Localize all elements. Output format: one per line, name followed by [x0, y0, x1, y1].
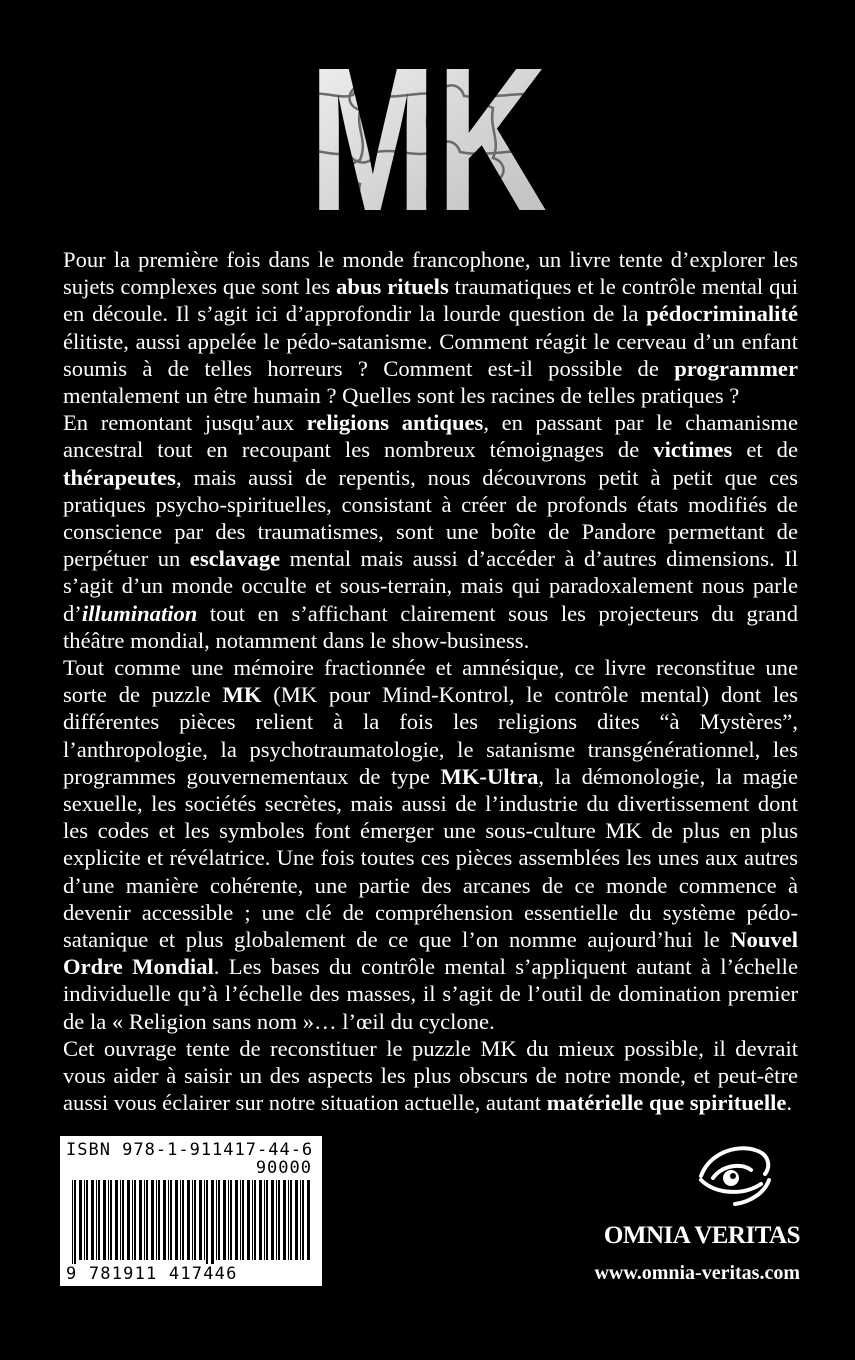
emphasis-text: religions antiques [306, 410, 484, 436]
text-run: et de [732, 437, 798, 463]
barcode-bar [307, 1180, 310, 1260]
barcode-bar [175, 1180, 178, 1260]
text-run: (MK pour Mind-Kontrol, le contrôle mental) dont les différentes pièces relient à la fois les religions dites “à Mystères”, l’anthropologie, la psychotraumatologie, le satanisme transgénérationnel, les programmes gouvernementaux de type [63, 682, 798, 789]
barcode-bar [223, 1180, 226, 1260]
barcode-bar [103, 1180, 106, 1260]
barcode-bar [96, 1180, 97, 1260]
barcode-bar [228, 1180, 229, 1260]
barcode-bar [295, 1180, 298, 1260]
text-run: traumatiques et le contrôle mental qui en découle. Il s’agit ici d’approfondir la lourde question de la [63, 274, 798, 327]
text-run: élitiste, aussi appelée le pédo-satanisme. Comment réagit le cerveau d’un enfant soumis à de telles horreurs ? Comment est-il possible de [63, 328, 798, 381]
text-run: , en passant par le chamanisme ancestral tout en recoupant les nombreux témoignages de [63, 410, 799, 463]
barcode-bar [139, 1180, 142, 1260]
emphasis-text: programmer [674, 355, 798, 381]
barcode-bar [115, 1180, 118, 1260]
emphasis-text: pédocriminalité [646, 301, 798, 327]
emphasis-text: matérielle que spirituelle [546, 1090, 787, 1116]
barcode-bar [170, 1180, 172, 1260]
barcode-bar [204, 1180, 205, 1260]
barcode-bar [230, 1180, 232, 1260]
text-run: , mais aussi de repentis, nous découvrons petit à petit que ces pratiques psycho-spirituelles, consistant à créer de profonds états modifiés de conscience par des traumatismes, sont une boîte de Pandore permettant de perpétuer un [63, 464, 798, 572]
barcode-bar [254, 1180, 256, 1260]
barcode-bar [211, 1180, 214, 1266]
barcode-bar [144, 1180, 145, 1260]
emphasis-text: victimes [653, 437, 733, 463]
barcode-bar [252, 1180, 253, 1260]
emphasis-text: esclavage [189, 546, 281, 572]
emphasis-text: thérapeutes [63, 464, 176, 490]
barcode-bar [182, 1180, 184, 1260]
isbn-barcode [60, 1136, 322, 1286]
barcode-bar [151, 1180, 154, 1260]
cover-title [0, 40, 855, 230]
barcode-bar [240, 1180, 241, 1260]
barcode-bar [163, 1180, 166, 1260]
barcode-bar [86, 1180, 88, 1260]
barcode-bar [168, 1180, 169, 1260]
barcode-bar [266, 1180, 268, 1260]
publisher-url[interactable]: www.omnia-veritas.com [594, 1262, 800, 1284]
barcode-bar [134, 1180, 136, 1260]
barcode-bar [276, 1180, 277, 1260]
barcode-bar [158, 1180, 160, 1260]
barcode-bar [216, 1180, 217, 1260]
barcode-bar [156, 1180, 157, 1260]
blurb-paragraph [63, 1035, 798, 1117]
back-cover-blurb [63, 246, 798, 1117]
barcode-bar [187, 1180, 190, 1260]
text-run: tout en s’affichant clairement sous les projecteurs du grand théâtre mondial, notamment dans le show-business. [63, 600, 798, 653]
barcode-bar [218, 1180, 220, 1260]
barcode-bar [110, 1180, 112, 1260]
barcode-bar [300, 1180, 301, 1260]
barcode-bar [302, 1180, 304, 1260]
emphasis-text: MK [222, 682, 262, 708]
barcode-bar [122, 1180, 124, 1260]
barcode-bar [84, 1180, 85, 1260]
barcode-bar [283, 1180, 286, 1260]
barcode-bar [194, 1180, 196, 1260]
barcode-bar [278, 1180, 280, 1260]
text-run: Tout comme une mémoire fractionnée et amnésique, ce livre reconstitue une sorte de puzzle [63, 655, 798, 708]
text-run: mental mais aussi d’accéder à d’autres dimensions. Il s’agit d’un monde occulte et sous-terrain, mais qui paradoxalement nous parle d’ [63, 546, 798, 626]
barcode-bar [79, 1180, 82, 1260]
barcode-bar [264, 1180, 265, 1260]
barcode-bar [72, 1180, 73, 1266]
text-run: Pour la première fois dans le monde francophone, un livre tente d’explorer les sujets complexes que sont les [63, 247, 798, 300]
text-run: mentalement un être humain ? Quelles sont les racines de telles pratiques ? [63, 383, 740, 409]
barcode-bar [127, 1180, 130, 1260]
barcode-bar [288, 1180, 289, 1260]
emphasis-text: abus rituels [336, 274, 449, 300]
emphasis-text: illumination [81, 600, 198, 626]
barcode-bar [108, 1180, 109, 1260]
isbn-text: ISBN 978-1-911417-44-6 [66, 1140, 314, 1160]
barcode-bar [74, 1180, 76, 1266]
text-run: En remontant jusqu’aux [63, 410, 307, 436]
text-run: . [786, 1090, 793, 1116]
blurb-paragraph [63, 409, 798, 654]
emphasis-text: Nouvel Ordre Mondial [63, 927, 798, 980]
barcode-bar [242, 1180, 244, 1260]
barcode-bar [146, 1180, 148, 1260]
text-run: , la démonologie, la magie sexuelle, les sociétés secrètes, mais aussi de l’industrie du divertissement dont les codes et les symboles font émerger une sous-culture MK de plus en plus explicite et révélatrice. Une fois toutes ces pièces assemblées les unes aux autres d’une manière cohérente, une partie des arcanes de ce monde commence à devenir accessible ; une clé de compréhension essentielle du système pédo-satanique et plus globalement de ce que l’on nomme aujourd’hui le [63, 763, 798, 953]
eye-swirl-icon [695, 1140, 773, 1208]
price-addon: 90000 [255, 1158, 312, 1178]
barcode-bar [120, 1180, 121, 1260]
barcode-bar [206, 1180, 208, 1266]
blurb-paragraph [63, 654, 798, 1035]
barcode-bar [235, 1180, 238, 1260]
publisher-name: OMNIA VERITAS [603, 1222, 800, 1249]
barcode-bar [259, 1180, 262, 1260]
emphasis-text: MK-Ultra [440, 763, 539, 789]
text-run: . Les bases du contrôle mental s’appliquent autant à l’échelle individuelle qu’à l’échelle des masses, il s’agit de l’outil de domination premier de la « Religion sans nom »… l’œil du cyclone. [63, 954, 798, 1034]
blurb-paragraph [63, 246, 798, 409]
barcode-bar [98, 1180, 100, 1260]
puzzle-title-graphic [298, 40, 558, 230]
barcode-bar [91, 1180, 94, 1260]
ean-digits: 9 781911 417446 [66, 1264, 238, 1284]
text-run: Cet ouvrage tente de reconstituer le puzzle MK du mieux possible, il devrait vous aider à saisir un des aspects les plus obscurs de notre monde, et peut-être aussi vous éclairer sur notre situation actuelle, autant [63, 1035, 798, 1116]
barcode-bar [192, 1180, 193, 1260]
barcode-bar [180, 1180, 181, 1260]
barcode-bar [247, 1180, 250, 1260]
barcode-bar [132, 1180, 133, 1260]
barcode-bar [271, 1180, 274, 1260]
barcode-bar [199, 1180, 202, 1260]
barcode-bar [290, 1180, 292, 1260]
